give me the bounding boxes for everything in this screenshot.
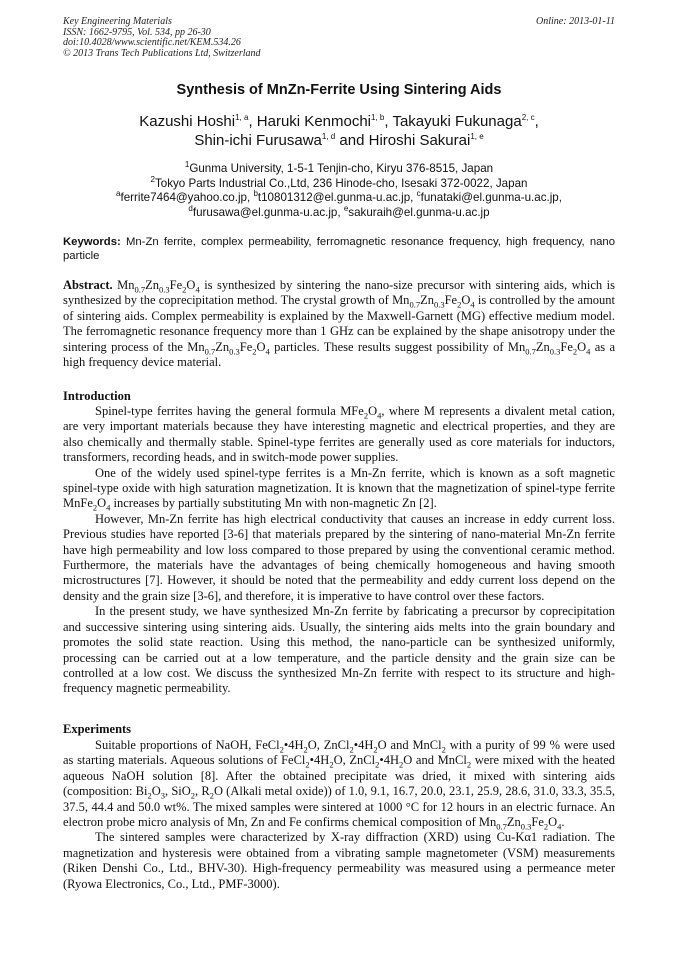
journal-name: Key Engineering Materials — [63, 16, 172, 27]
author-sup: 1, b — [371, 113, 385, 122]
experiments-heading: Experiments — [63, 722, 132, 736]
formula: $Mn_{0.7}Zn_{0.3}Fe_2O_4$ — [187, 339, 270, 357]
affiliation-2: Tokyo Parts Industrial Co.,Ltd, 236 Hinode-cho, Isesaki 372-0022, Japan — [154, 176, 528, 190]
keywords — [63, 236, 615, 263]
formula: $Mn_{0.7}Zn_{0.3}Fe_2O_4$ — [507, 339, 591, 357]
email-c[interactable]: funataki@el.gunma-u.ac.jp, — [420, 191, 562, 204]
journal-header — [63, 17, 615, 59]
abstract-text: is synthesized by sintering the nano-size precursor with sintering aids, which is synthesized by the coprecipitation method. The crystal growth of — [63, 278, 615, 308]
formula: $Mn_{0.7}Zn_{0.3}Fe_2O_4$ — [117, 278, 200, 295]
affiliations: $^1$Gunma University, 1-5-1 Tenjin-cho, Kiryu 376-8515, Japan $^2$Tokyo Parts Industrial Co.,Ltd, 236 Hinode-cho, Isesaki 372-0022, Japan $^a$ferrite7464@yahoo.co.jp, $^b$t10801312@el.gunma-u.ac.jp, $^c$funataki@el.gunma-u.ac.jp, $^d$furusawa@el.gunma-u.ac.jp, $^e$sakuraih@el.gunma-u.ac.jp — [116, 160, 562, 219]
abstract — [63, 278, 615, 370]
affiliation-1: Gunma University, 1-5-1 Tenjin-cho, Kiryu 376-8515, Japan — [189, 162, 494, 175]
abstract-label: Abstract. — [63, 278, 113, 292]
email-a[interactable]: ferrite7464@yahoo.co.jp, — [120, 191, 251, 204]
online-date: Online: 2013-01-11 — [536, 16, 615, 27]
author-sup: 1, d — [321, 132, 336, 141]
paragraph: The sintered samples were characterized by X-ray diffraction (XRD) using Cu-Kα1 radiation. The magnetization and hysteresis were obtained from a vibrating sample magnetometer (VSM) measurements (Riken Denshi Co., Ltd., BHV-30). High-frequency permeability was measured using a permeance meter (Ryowa Electronics, Co., Ltd., PMF-3000). — [63, 830, 615, 891]
paragraph: In the present study, we have synthesized Mn-Zn ferrite by fabricating a precursor by coprecipitation and successive sintering using sintering aids. Usually, the sintering aids melts into the grain boundary and promotes the solid state reaction. Using this method, the nano-particle can be synthesized uniformly, processing can be carried out at a low temperature, and the particle density and the grain size can be controlled at a low cost. We discuss the synthesized Mn-Zn ferrite with respect to its structure and high-frequency magnetic permeability. — [63, 604, 615, 696]
email-e[interactable]: sakuraih@el.gunma-u.ac.jp — [348, 205, 490, 219]
author-list: Kazushi Hoshi$^{1, a}$, Haruki Kenmochi$^{1, b}$, Takayuki Fukunaga$^{2, c}$, Shin-ichi Furusawa$^{1, d}$ and Hiroshi Sakurai$^{1, e}$ — [139, 113, 539, 149]
author-name: Shin-ichi Furusawa — [194, 132, 322, 149]
affil-sup: 2 — [150, 174, 155, 184]
author-name: Haruki Kenmochi — [256, 113, 372, 130]
abstract-text: as a high frequency device material. — [63, 339, 616, 370]
doi-line[interactable]: doi:10.4028/www.scientific.net/KEM.534.26 — [63, 37, 241, 48]
author-sup: 2, c — [521, 113, 535, 122]
author-sup: 1, a — [235, 113, 249, 122]
author-conjunction: and — [339, 132, 365, 149]
paragraph: Suitable proportions of NaOH, $FeCl_2•4H_2O$, $ZnCl_2•4H_2O$ and MnCl$_2$ with a purity of 99 % were used as starting materials. Aqueous solutions of $FeCl_2•4H_2O$, $ZnCl_2•4H_2O$ and MnCl$_2$ were mixed with the heated aqueous NaOH solution [8]. After the obtained precipitate was dried, it mixed with sintering aids (composition: $Bi_2O_3$, SiO$_2$, $R_2O$ (Alkali metal oxide)) of 1.0, 9.1, 16.7, 20.0, 23.1, 25.9, 28.6, 31.0, 33.3, 35.5, 37.5, 44.4 and 50.0 wt%. The mixed samples were sintered at 1000 °C for 12 hours in an electric furnace. An electron probe micro analysis of Mn, Zn and Fe confirms chemical composition of $Mn_{0.7}Zn_{0.3}Fe_2O_4$. — [63, 738, 616, 832]
email-b[interactable]: t10801312@el.gunma-u.ac.jp, — [257, 191, 414, 204]
paragraph: One of the widely used spinel-type ferrites is a Mn-Zn ferrite, which is known as a soft magnetic spinel-type oxide with high saturation magnetization. It is known that the magnetization of spinel-type ferrite $MnFe_2O_4$ increases by partially substituting Mn with non-magnetic Zn [2]. — [63, 465, 615, 513]
paragraph: However, Mn-Zn ferrite has high electrical conductivity that causes an increase in eddy current loss. Previous studies have reported [3-6] that materials prepared by the sintering of nano-material Mn-Zn ferrite have high permeability and low loss compared to those prepared by using the conventional ceramic method. Furthermore, the materials have the advantages of being chemically homogeneous and having smooth microstructures [7]. However, it should be noted that the permeability and eddy current loss depend on the density and the grain size [3-6], and therefore, it is imperative to have control over these factors. — [63, 511, 615, 603]
abstract-text: is controlled by the amount of sintering aids. Complex permeability is explained by the Maxwell-Garnett (MG) effective medium model. The ferromagnetic resonance frequency more than 1 GHz can be explained by the shape anisotropy under the sintering process of the — [63, 293, 616, 354]
author-name: Kazushi Hoshi — [139, 113, 236, 130]
author-name: Takayuki Fukunaga — [392, 113, 522, 130]
copyright-line: © 2013 Trans Tech Publications Ltd, Switzerland — [63, 47, 261, 59]
experiments-body — [63, 738, 615, 892]
abstract-text: particles. These results suggest possibility of — [274, 339, 504, 354]
affil-sup: 1 — [184, 160, 190, 170]
issn-line: ISSN: 1662-9795, Vol. 534, pp 26-30 — [63, 26, 211, 38]
keywords-label: Keywords: — [63, 236, 121, 248]
keywords-text: Mn-Zn ferrite, complex permeability, ferromagnetic resonance frequency, high frequency, nano particle — [63, 236, 615, 262]
introduction-body — [63, 404, 615, 697]
formula: $Mn_{0.7}Zn_{0.3}Fe_2O_4$ — [478, 815, 562, 832]
paper-title: Synthesis of MnZn-Ferrite Using Sintering Aids — [176, 82, 502, 98]
formula: $Mn_{0.7}Zn_{0.3}Fe_2O_4$ — [392, 293, 475, 310]
author-name: Hiroshi Sakurai — [368, 132, 471, 149]
introduction-heading: Introduction — [63, 389, 131, 403]
paragraph: Spinel-type ferrites having the general formula $MFe_2O_4$, where M represents a divalent metal cation, are very important materials because they have interesting magnetic and electrical properties, and they are also chemically and thermally stable. Spinel-type ferrites are generally used as core materials for inductors, transformers, recording heads, and in switch-mode power supplies. — [63, 404, 615, 465]
email-d[interactable]: furusawa@el.gunma-u.ac.jp, — [192, 205, 341, 219]
author-sup: 1, e — [470, 132, 484, 141]
